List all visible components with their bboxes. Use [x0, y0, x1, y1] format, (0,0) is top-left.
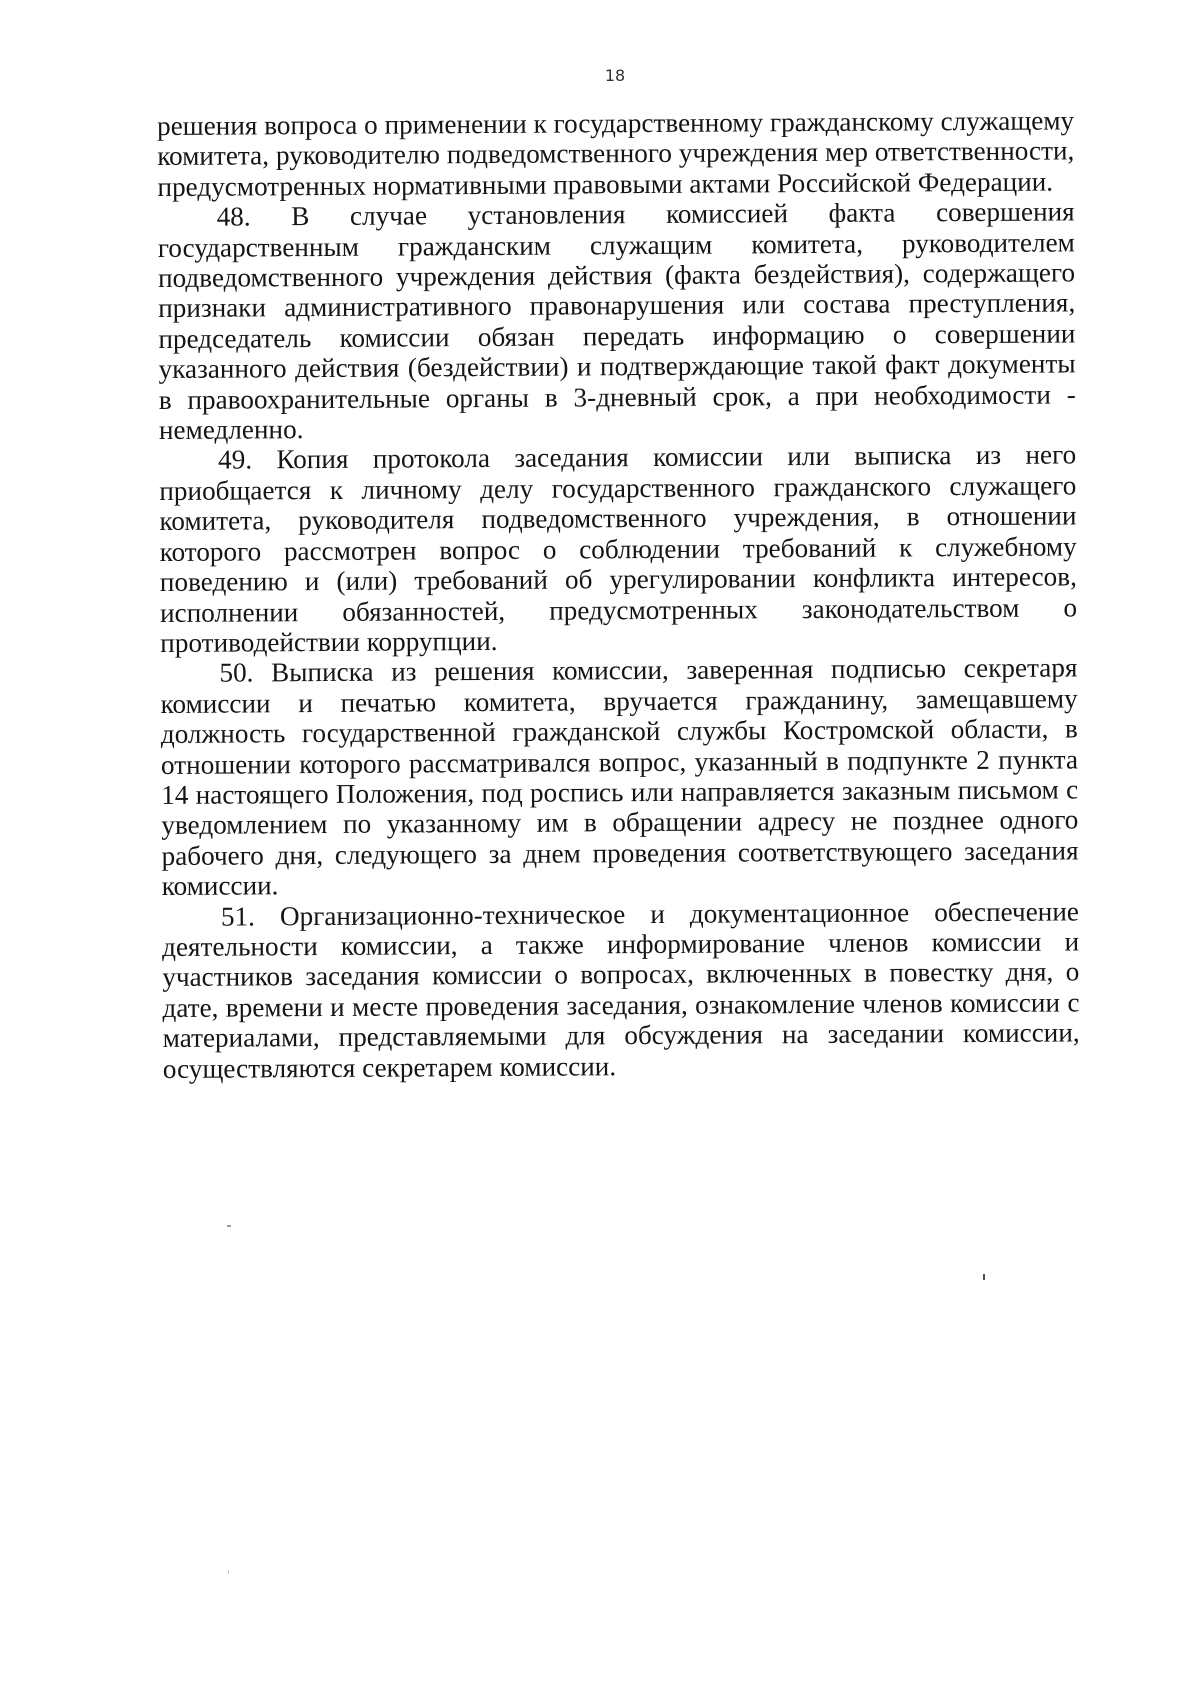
paragraph-48	[158, 197, 1076, 446]
paragraph-50	[160, 653, 1078, 902]
paragraph-text: Организационно-техническое и документационное обеспечение деятельности комиссии, а также информирование членов комиссии и участников заседания комиссии о вопросах, включенных в повестку дня, о дате, времени и месте проведения заседания, ознакомление членов комиссии с материалами, представляемыми для обсуждения на заседании комиссии, осуществляются секретарем комиссии.	[162, 895, 1080, 1084]
page-number: 18	[604, 66, 626, 85]
paragraph-51	[162, 896, 1080, 1084]
paragraph-49	[159, 440, 1077, 658]
scan-speck	[227, 1225, 231, 1227]
paragraph-number: 48.	[216, 201, 251, 232]
paragraph-text: Выписка из решения комиссии, заверенная подписью секретаря комиссии и печатью комитета, вручается гражданину, замещавшему должность государственной гражданской службы Костромской области, в отношении которого рассматривался вопрос, указанный в подпункте 2 пункта 14 настоящего Положения, под роспись или направляется заказным письмом с уведомлением по указанному им в обращении адресу не позднее одного рабочего дня, следующего за днем проведения соответствующего заседания комиссии.	[160, 652, 1079, 902]
paragraph-continuation	[157, 105, 1075, 202]
scan-speck	[983, 1274, 985, 1280]
paragraph-number: 51.	[220, 900, 255, 932]
document-body	[157, 105, 1080, 1084]
paragraph-number: 50.	[219, 657, 254, 688]
scan-speck	[228, 1570, 229, 1574]
paragraph-text: решения вопроса о применении к государственному гражданскому служащему комитета, руководителю подведомственного учреждения мер ответственности, предусмотренных нормативными правовыми актами Российской Федерации.	[157, 105, 1075, 202]
paragraph-text: Копия протокола заседания комиссии или выписка из него приобщается к личному делу государственного гражданского служащего комитета, руководителя подведомственного учреждения, в отношении которого рассмотрен вопрос о соблюдении требований к служебному поведению и (или) требований об урегулировании конфликта интересов, исполнении обязанностей, предусмотренных законодательством о противодействии коррупции.	[159, 439, 1078, 658]
paragraph-number: 49.	[218, 444, 253, 476]
paragraph-text: В случае установления комиссией факта совершения государственным гражданским служащим комитета, руководителем подведомственного учреждения действия (факта бездействия), содержащего признаки административного правонарушения или состава преступления, председатель комиссии обязан передать информацию о совершении указанного действия (бездействии) и подтверждающие такой факт документы в правоохранительные органы в 3-дневный срок, а при необходимости - немедленно.	[157, 196, 1076, 446]
